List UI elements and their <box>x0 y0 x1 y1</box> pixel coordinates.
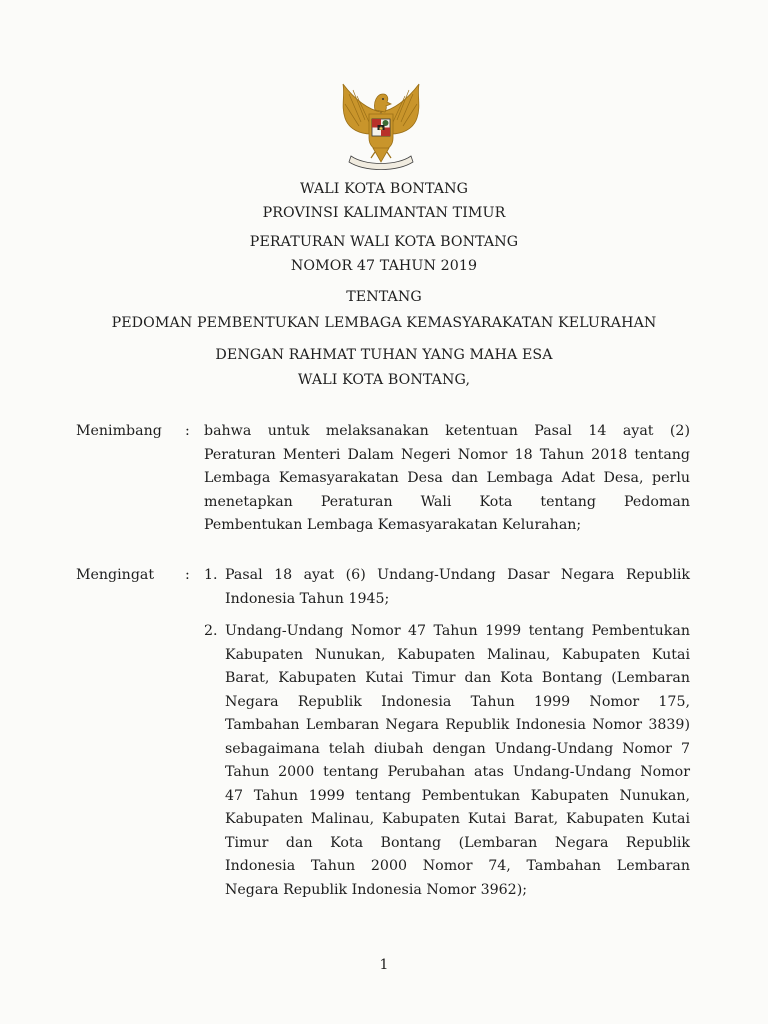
menimbang-colon: : <box>185 423 190 439</box>
preamble-authority: WALI KOTA BONTANG, <box>297 372 471 388</box>
mengingat-line: Tahun 2000 tentang Perubahan atas Undang-Undang Nomor <box>225 764 690 780</box>
garuda-pancasila-icon <box>331 82 431 172</box>
mengingat-line: Timur dan Kota Bontang (Lembaran Negara Republik <box>225 834 690 851</box>
mengingat-line: sebagaimana telah diubah dengan Undang-Undang Nomor 7 <box>225 740 690 757</box>
preamble-line: DENGAN RAHMAT TUHAN YANG MAHA ESA <box>215 347 553 363</box>
menimbang-label: Menimbang <box>76 423 162 439</box>
item-number: 1. <box>204 567 218 583</box>
mengingat-line: Indonesia Tahun 1945; <box>225 590 390 607</box>
issuer-title: WALI KOTA BONTANG <box>299 181 469 197</box>
menimbang-line: Lembaga Kemasyarakatan Desa dan Lembaga Adat Desa, perlu <box>204 470 690 486</box>
tentang-heading: TENTANG <box>346 289 422 305</box>
item-number: 2. <box>204 623 218 639</box>
mengingat-line: Indonesia Tahun 2000 Nomor 74, Tambahan Lembaran <box>225 858 690 874</box>
mengingat-line: 47 Tahun 1999 tentang Pembentukan Kabupaten Nunukan, <box>225 787 690 804</box>
menimbang-line: menetapkan Peraturan Wali Kota tentang Pedoman <box>204 493 690 510</box>
regulation-title: PERATURAN WALI KOTA BONTANG <box>249 234 519 250</box>
mengingat-line: Kabupaten Malinau, Kabupaten Kutai Barat, Kabupaten Kutai <box>225 811 690 827</box>
menimbang-paragraph <box>204 420 690 538</box>
menimbang-line: bahwa untuk melaksanakan ketentuan Pasal 14 ayat (2) <box>204 423 690 439</box>
regulation-subject: PEDOMAN PEMBENTUKAN LEMBAGA KEMASYARAKATAN KELURAHAN <box>111 315 657 331</box>
mengingat-colon: : <box>185 567 190 583</box>
mengingat-line: Undang-Undang Nomor 47 Tahun 1999 tentang Pembentukan <box>225 623 690 639</box>
mengingat-line: Negara Republik Indonesia Nomor 3962); <box>225 881 528 898</box>
mengingat-line: Barat, Kabupaten Kutai Timur dan Kota Bontang (Lembaran <box>225 670 690 686</box>
page-number: 1 <box>379 957 389 973</box>
mengingat-line: Kabupaten Nunukan, Kabupaten Malinau, Kabupaten Kutai <box>225 646 690 663</box>
mengingat-line: Tambahan Lembaran Negara Republik Indonesia Nomor 3839) <box>225 717 690 733</box>
mengingat-label: Mengingat <box>76 567 155 583</box>
regulation-number: NOMOR 47 TAHUN 2019 <box>290 258 478 274</box>
mengingat-line: Pasal 18 ayat (6) Undang-Undang Dasar Negara Republik <box>225 567 690 583</box>
mengingat-item-1 <box>225 564 690 611</box>
mengingat-item-2 <box>225 620 690 902</box>
menimbang-line: Pembentukan Lembaga Kemasyarakatan Kelurahan; <box>204 517 582 533</box>
province-title: PROVINSI KALIMANTAN TIMUR <box>262 205 506 221</box>
menimbang-line: Peraturan Menteri Dalam Negeri Nomor 18 Tahun 2018 tentang <box>204 446 690 463</box>
mengingat-line: Negara Republik Indonesia Tahun 1999 Nomor 175, <box>225 693 690 710</box>
